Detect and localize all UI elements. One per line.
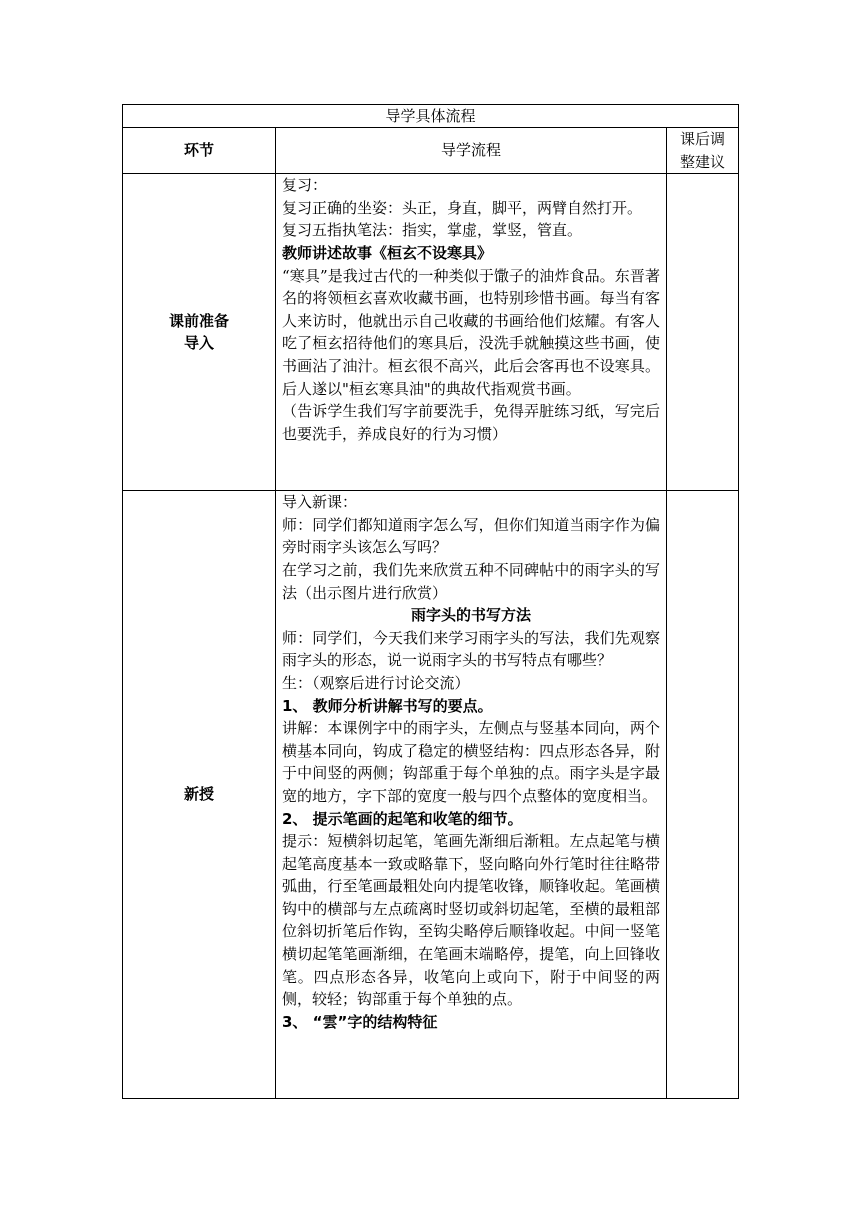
section-heading: 教师讲述故事《桓玄不设寒具》 (282, 243, 493, 262)
table-title: 导学具体流程 (123, 105, 739, 128)
table-row-intro (123, 174, 739, 491)
stage-cell-new-lesson (123, 491, 276, 1099)
paragraph: 师：同学们，今天我们来学习雨字头的写法，我们先观察雨字头的形态，说一说雨字头的书写特点有哪些？ (282, 628, 660, 670)
stage-label-line2: 导入 (183, 334, 214, 353)
stage-label-line1: 新授 (183, 785, 214, 804)
section-heading: 3、 “雲”字的结构特征 (282, 1012, 438, 1031)
paragraph: 复习： (282, 176, 328, 195)
process-cell-intro (276, 174, 667, 491)
paragraph: （告诉学生我们写字前要洗手，免得弄脏练习纸，写完后也要洗手，养成良好的行为习惯） (282, 402, 660, 443)
notes-cell-intro (667, 174, 739, 491)
guided-learning-table (122, 104, 739, 1099)
stage-label-line1: 课前准备 (168, 311, 229, 330)
header-process: 导学流程 (276, 128, 667, 174)
paragraph: 在学习之前，我们先来欣赏五种不同碑帖中的雨字头的写法（出示图片进行欣赏） (282, 560, 660, 602)
paragraph: 生：（观察后进行讨论交流） (282, 673, 470, 692)
stage-cell-intro (123, 174, 276, 491)
paragraph: 复习五指执笔法：指实，掌虚，掌竖，管直。 (282, 221, 583, 240)
section-heading: 1、 教师分析讲解书写的要点。 (282, 696, 493, 715)
table-title-row (123, 105, 739, 128)
paragraph: 复习正确的坐姿：头正，身直，脚平，两臂自然打开。 (282, 198, 643, 217)
paragraph: “寒具”是我过古代的一种类似于馓子的油炸食品。东晋著名的将领桓玄喜欢收藏书画，也特别珍惜书画。每当有客人来访时，他就出示自己收藏的书画给他们炫耀。有客人吃了桓玄招待他们的寒具后，没洗手就触摸这些书画，使书画沾了油汁。桓玄很不高兴，此后会客再也不设寒具。后人遂以"桓玄寒具油"的典故代指观赏书画。 (282, 266, 660, 398)
section-heading: 2、 提示笔画的起笔和收笔的细节。 (282, 809, 523, 828)
paragraph: 导入新课： (282, 493, 358, 512)
paragraph: 提示：短横斜切起笔，笔画先渐细后渐粗。左点起笔与横起笔高度基本一致或略靠下，竖向略向外行笔时往往略带弧曲，行至笔画最粗处向内提笔收锋，顺锋收起。笔画横钩中的横部与左点疏离时竖切或斜切起笔，至横的最粗部位斜切折笔后作钩，至钩尖略停后顺锋收起。中间一竖笔横切起笔笔画渐细，在笔画末端略停，提笔，向上回锋收笔。四点形态各异，收笔向上或向下，附于中间竖的两侧，较轻；钩部重于每个单独的点。 (282, 832, 660, 1009)
table-row-new-lesson (123, 491, 739, 1099)
header-notes-line1: 课后调 (680, 130, 726, 148)
table-header-row (123, 128, 739, 174)
notes-cell-new-lesson (667, 491, 739, 1099)
paragraph: 讲解：本课例字中的雨字头，左侧点与竖基本同向，两个横基本同向，钩成了稳定的横竖结构：四点形态各异，附于中间竖的两侧；钩部重于每个单独的点。雨字头是字最宽的地方，字下部的宽度一般与四个点整体的宽度相当。 (282, 719, 660, 805)
section-heading: 雨字头的书写方法 (410, 606, 531, 625)
header-notes-line2: 整建议 (680, 152, 726, 171)
paragraph: 师：同学们都知道雨字怎么写，但你们知道当雨字作为偏旁时雨字头该怎么写吗？ (282, 515, 660, 557)
process-cell-new-lesson (276, 491, 667, 1099)
header-notes (667, 128, 739, 174)
header-stage: 环节 (123, 128, 276, 174)
